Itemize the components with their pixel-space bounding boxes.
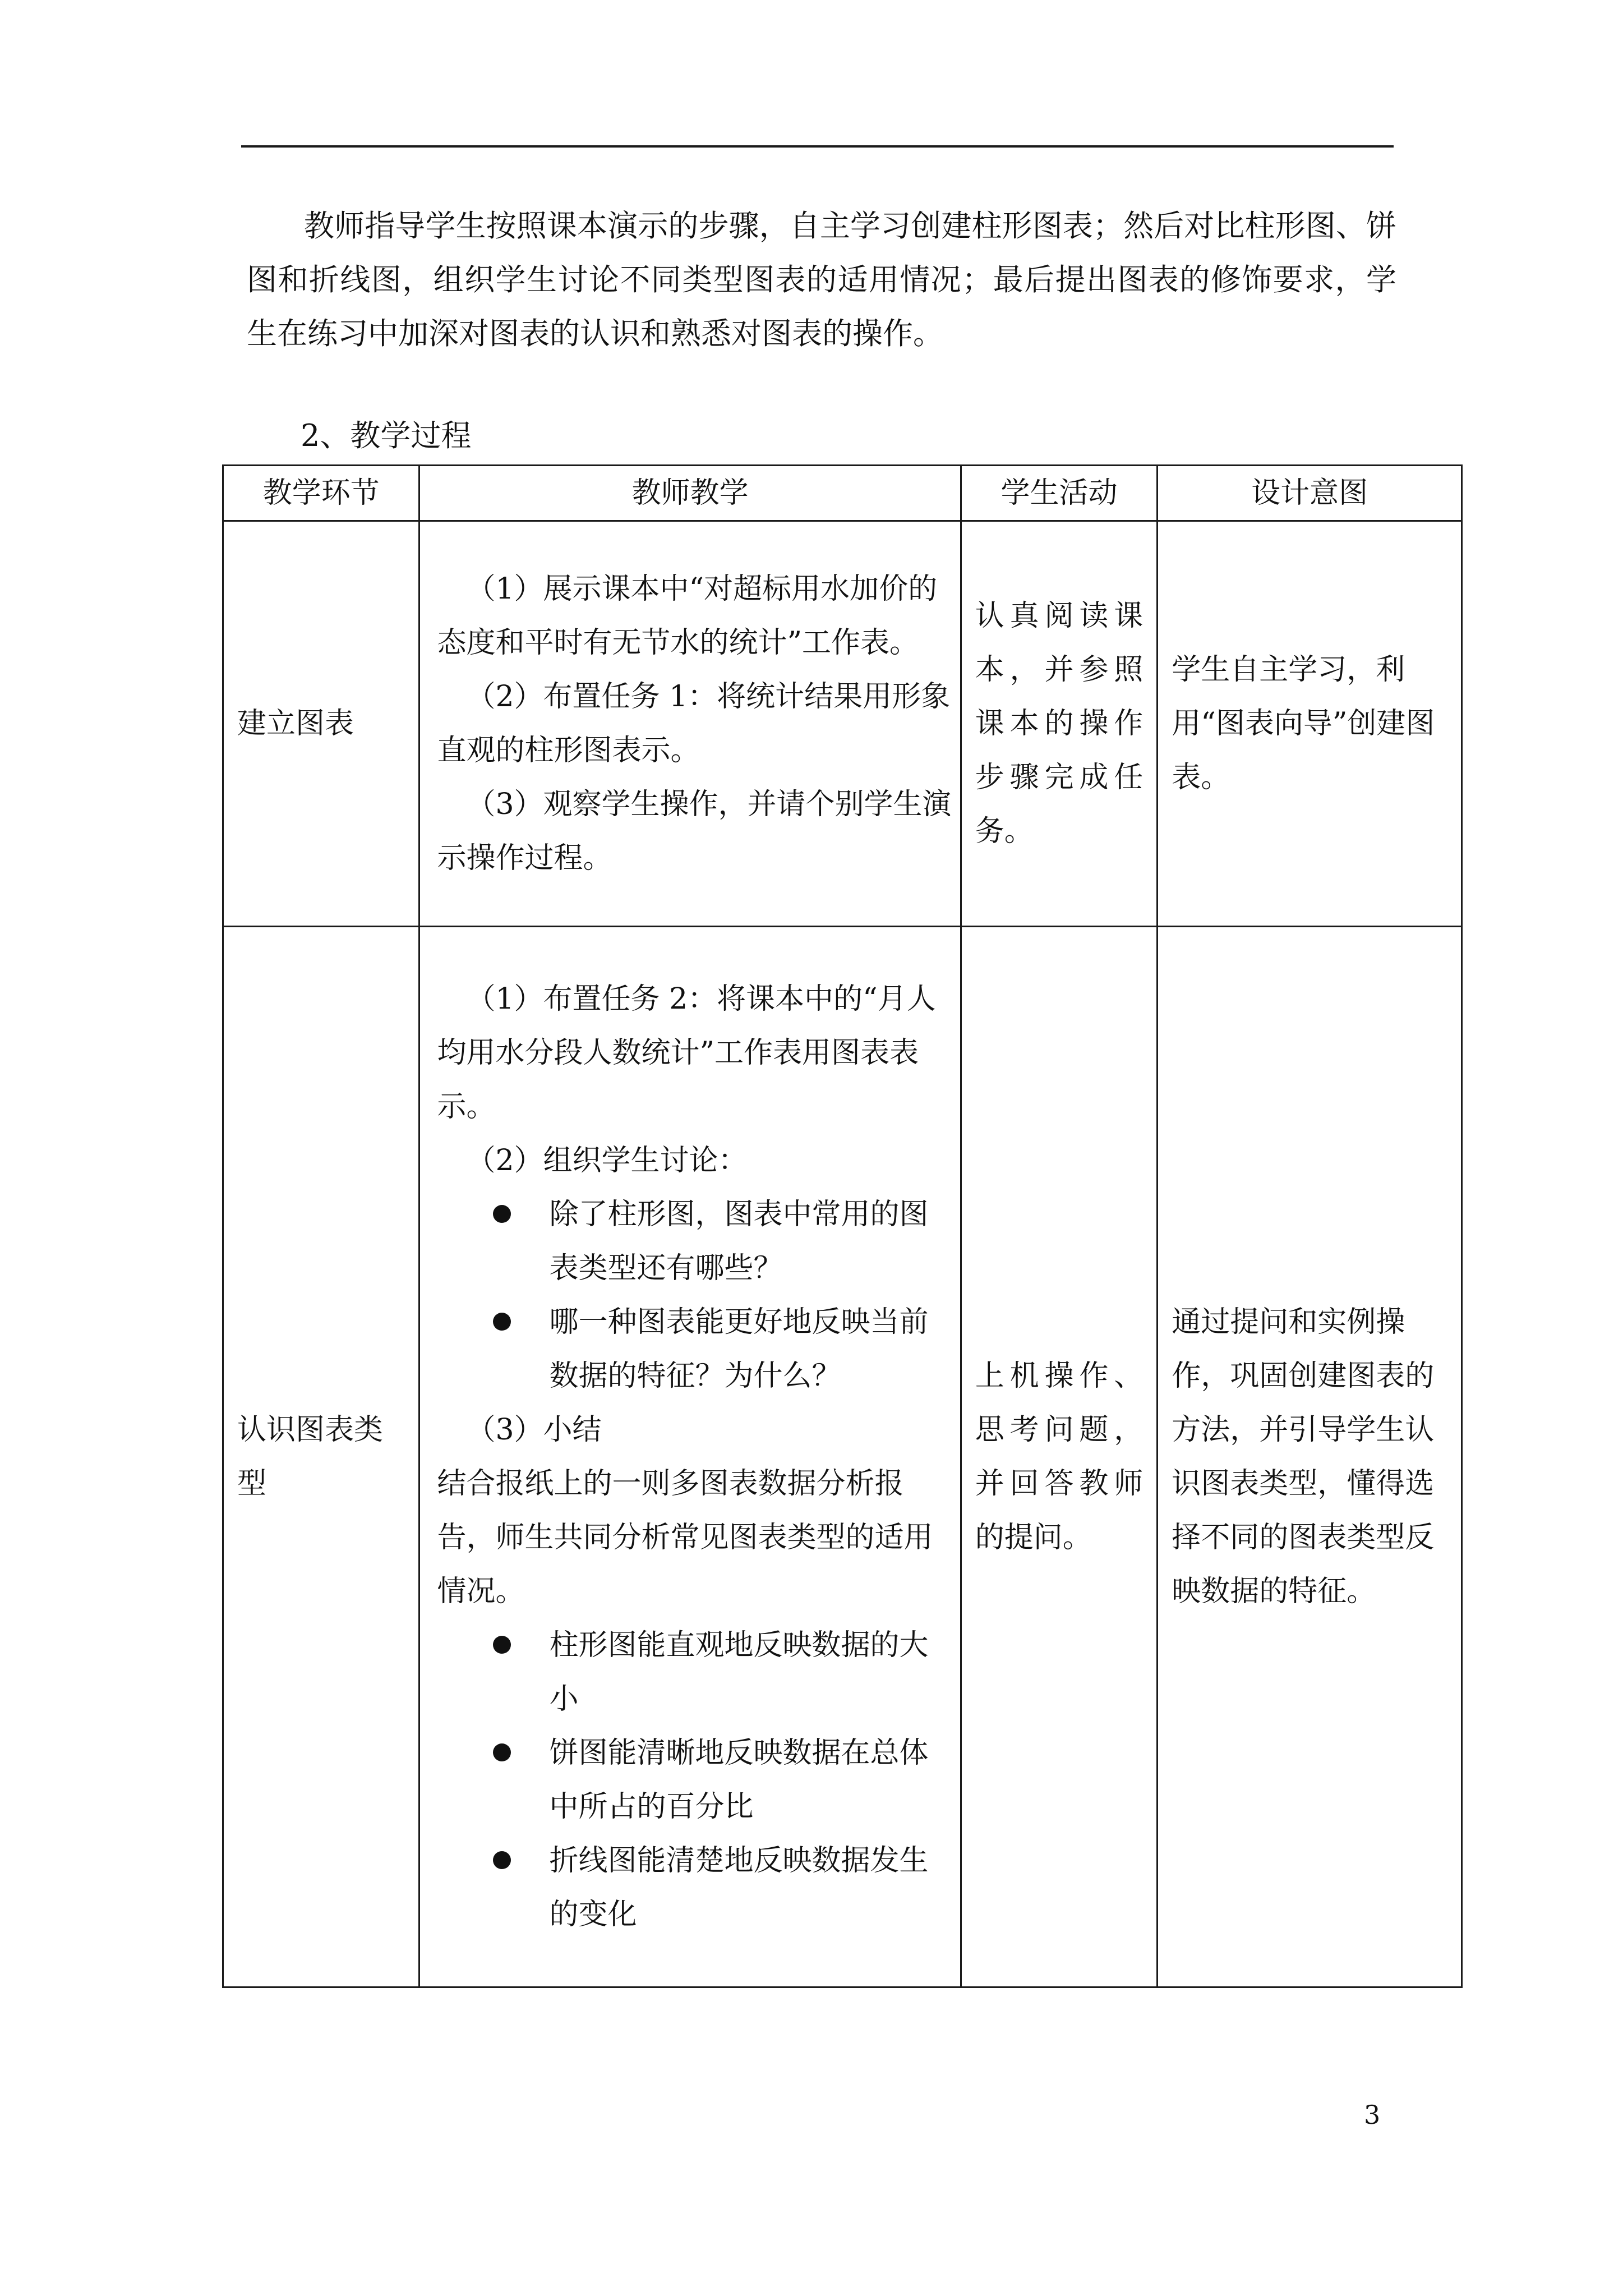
header-rule xyxy=(241,145,1394,148)
bullet-icon xyxy=(493,1636,511,1654)
list-item-text: 折线图能清楚地反映数据发生的变化 xyxy=(549,1844,929,1931)
summary-list xyxy=(437,1618,957,1941)
table-row xyxy=(223,927,1462,1987)
teacher-step: （1）展示课本中“对超标用水加价的态度和平时有无节水的统计”工作表。 xyxy=(437,572,938,660)
design-cell: 通过提问和实例操作，巩固创建图表的方法，并引导学生认识图表类型，懂得选择不同的图表类型反映数据的特征。 xyxy=(1158,927,1462,1987)
list-item xyxy=(437,1188,957,1295)
teacher-step: （3）观察学生操作，并请个别学生演示操作过程。 xyxy=(437,788,952,875)
stage-cell: 建立图表 xyxy=(223,521,419,927)
list-item xyxy=(437,1618,957,1726)
intro-paragraph: 教师指导学生按照课本演示的步骤，自主学习创建柱形图表；然后对比柱形图、饼图和折线图，组织学生讨论不同类型图表的适用情况；最后提出图表的修饰要求，学生在练习中加深对图表的认识和熟悉对图表的操作。 xyxy=(247,208,1396,351)
table-header-row xyxy=(223,466,1462,521)
teacher-step: （2）布置任务 1：将统计结果用形象直观的柱形图表示。 xyxy=(437,680,951,767)
teacher-cell xyxy=(419,521,961,927)
list-item xyxy=(437,1726,957,1834)
header-stage: 教学环节 xyxy=(223,466,419,521)
summary-text: 结合报纸上的一则多图表数据分析报告，师生共同分析常见图表类型的适用情况。 xyxy=(437,1467,933,1608)
design-cell: 学生自主学习，利用“图表向导”创建图表。 xyxy=(1158,521,1462,927)
teacher-step: （1）布置任务 2：将课本中的“月人均用水分段人数统计”工作表用图表表示。 xyxy=(437,982,936,1124)
bullet-icon xyxy=(493,1743,511,1761)
bullet-icon xyxy=(493,1205,511,1223)
section-heading: 2、教学过程 xyxy=(301,418,472,453)
table-row xyxy=(223,521,1462,927)
bullet-icon xyxy=(493,1851,511,1869)
list-item xyxy=(437,1295,957,1403)
teacher-step: （3）小结 xyxy=(466,1413,602,1447)
header-teacher: 教师教学 xyxy=(419,466,961,521)
header-design: 设计意图 xyxy=(1158,466,1462,521)
list-item-text: 柱形图能直观地反映数据的大小 xyxy=(549,1628,929,1716)
teaching-process-table xyxy=(222,464,1463,1988)
bullet-icon xyxy=(493,1313,511,1331)
stage-cell: 认识图表类型 xyxy=(223,927,419,1987)
discussion-list xyxy=(437,1188,957,1403)
page-number: 3 xyxy=(1364,2100,1381,2130)
teacher-cell xyxy=(419,927,961,1987)
list-item-text: 除了柱形图，图表中常用的图表类型还有哪些？ xyxy=(549,1198,929,1285)
list-item xyxy=(437,1834,957,1941)
list-item-text: 饼图能清晰地反映数据在总体中所占的百分比 xyxy=(549,1736,929,1824)
student-cell: 上机操作、思考问题，并回答教师的提问。 xyxy=(961,927,1157,1987)
list-item-text: 哪一种图表能更好地反映当前数据的特征？为什么？ xyxy=(549,1305,929,1393)
student-cell: 认真阅读课本，并参照课本的操作步骤完成任务。 xyxy=(961,521,1157,927)
header-student: 学生活动 xyxy=(961,466,1157,521)
teacher-step: （2）组织学生讨论： xyxy=(466,1144,748,1177)
